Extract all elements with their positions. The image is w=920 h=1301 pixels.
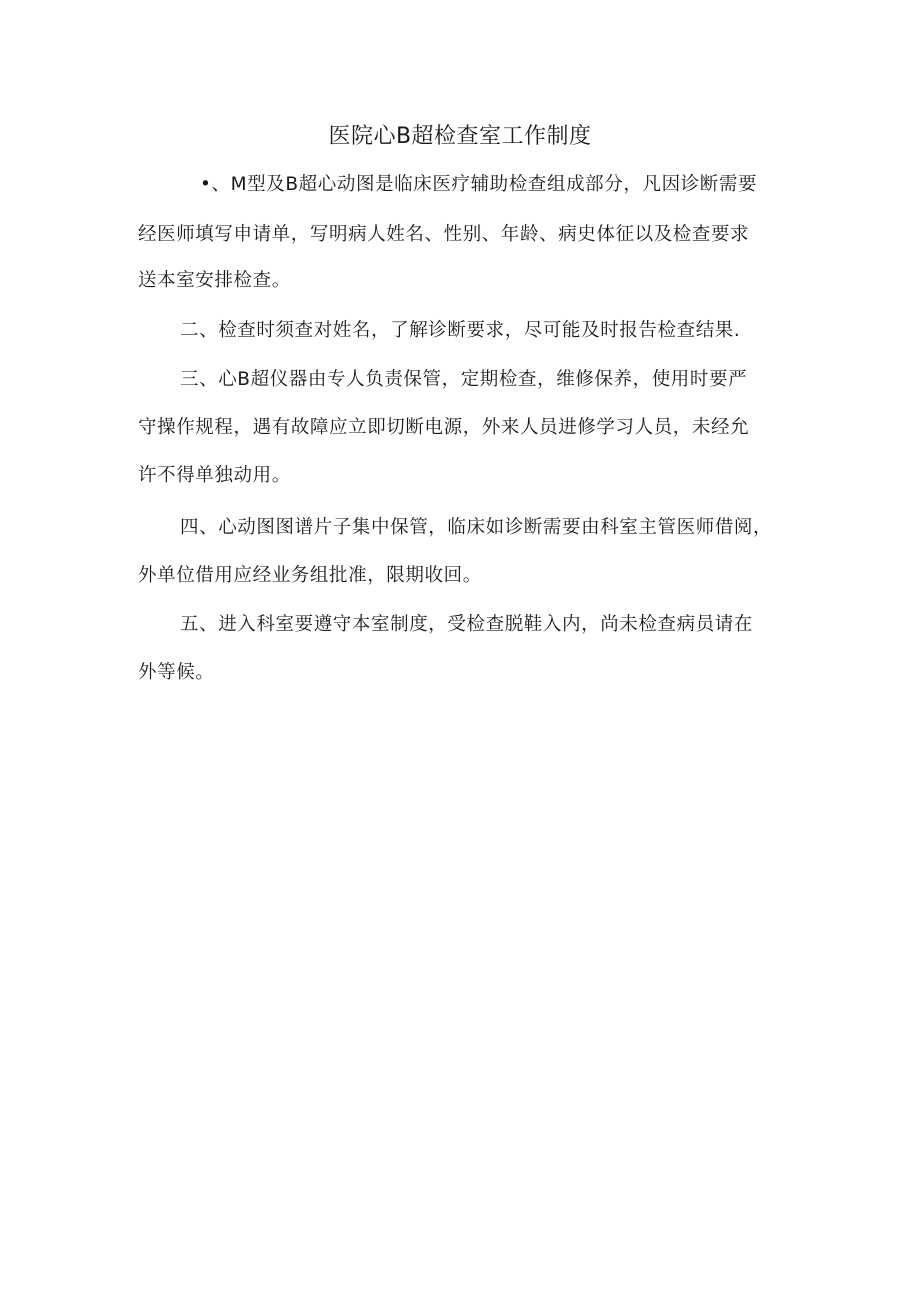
paragraph-line: 送本室安排检查。 [138, 270, 291, 291]
paragraph-line: 许不得单独动用。 [138, 465, 291, 486]
paragraph-line: 四、心动图图谱片子集中保管，临床如诊断需要由科室主管医师借阅， [180, 517, 773, 538]
paragraph-line: 外单位借用应经业务组批准，限期收回。 [138, 565, 482, 586]
paragraph-line: 二、检查时须查对姓名，了解诊断要求，尽可能及时报告检查结果. [180, 320, 741, 341]
paragraph-line: 守操作规程，遇有故障应立即切断电源，外来人员进修学习人员，未经允 [138, 417, 750, 438]
page-title: 医院心B超检查室工作制度 [328, 124, 592, 149]
paragraph-line: •、M型及B超心动图是临床医疗辅助检查组成部分，凡因诊断需要 [200, 174, 758, 195]
paragraph-line: 五、进入科室要遵守本室制度，受检查脱鞋入内，尚未检查病员请在 [180, 614, 754, 635]
paragraph-line: 三、心B超仪器由专人负责保管，定期检查，维修保养，使用时要严 [180, 369, 748, 390]
paragraph-line: 经医师填写申请单，写明病人姓名、性别、年龄、病史体征以及检查要求 [138, 224, 750, 245]
paragraph-line: 外等候。 [138, 662, 215, 683]
